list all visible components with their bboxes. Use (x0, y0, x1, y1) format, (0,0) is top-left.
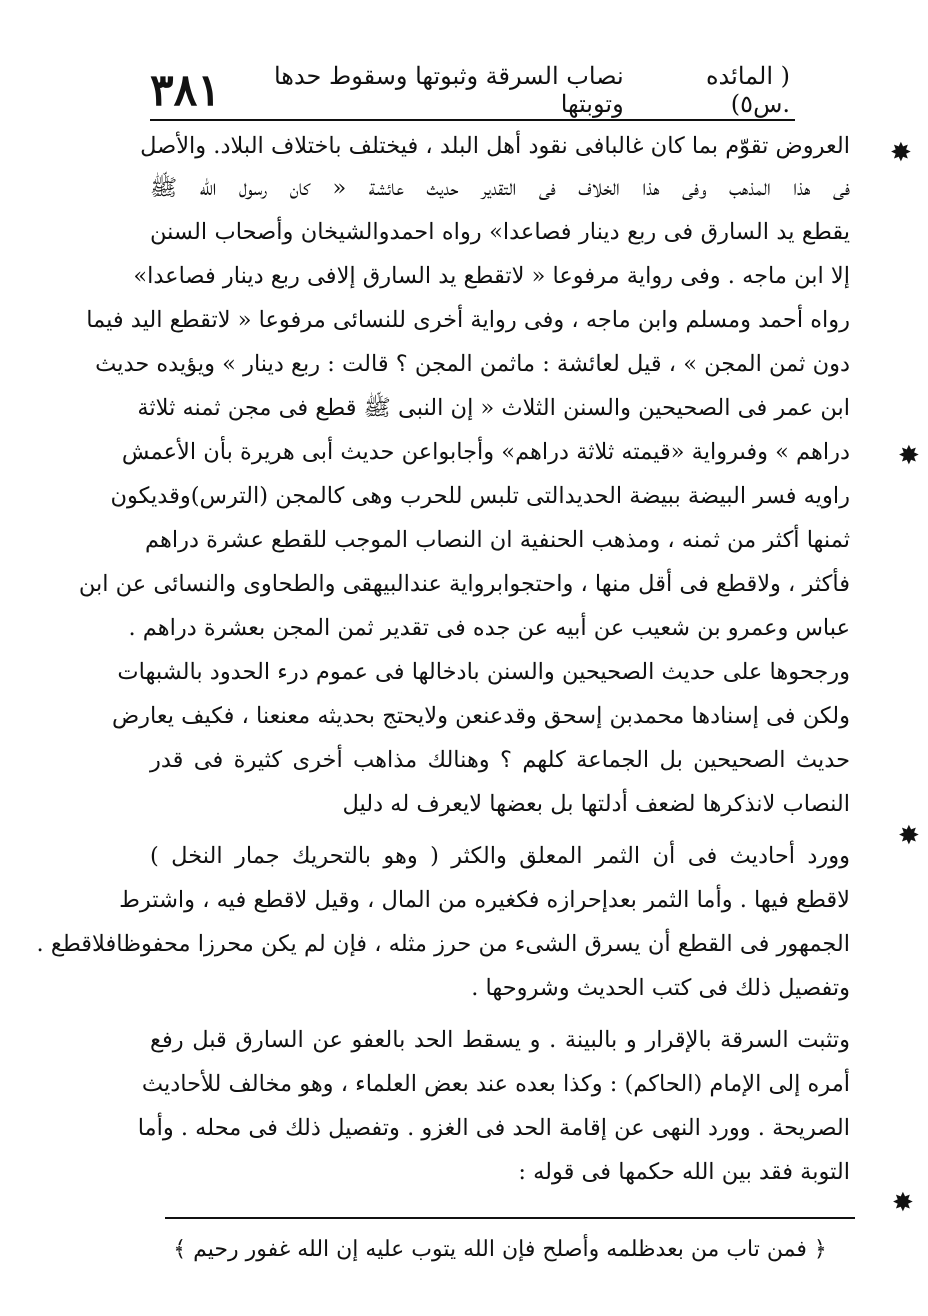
body-line: أمره إلى الإمام (الحاكم) : وكذا بعده عند بعض العلماء ، وهو مخالف للأحاديث (141, 1071, 850, 1097)
body-line: إلا ابن ماجه . وفى رواية مرفوعا « لاتقطع يد السارق إلافى ربع دينار فصاعدا» (133, 263, 850, 289)
margin-ornament-icon: ✸ (890, 138, 912, 168)
body-line: النصاب لانذكرها لضعف أدلتها بل بعضها لايعرف له دليل (342, 791, 850, 817)
body-line: عباس وعمرو بن شعيب عن أبيه عن جده فى تقدير ثمن المجن بعشرة دراهم . (128, 615, 850, 641)
body-line: ورجحوها على حديث الصحيحين والسنن بادخالها فى عموم درء الحدود بالشبهات (117, 659, 850, 685)
body-line: رواه أحمد ومسلم وابن ماجه ، وفى رواية أخرى للنسائى مرفوعا « لاتقطع اليد فيما (86, 307, 850, 333)
body-line: وتثبت السرقة بالإقرار و بالبينة . و يسقط الحد بالعفو عن السارق قبل رفع (150, 1027, 850, 1053)
running-title: نصاب السرقة وثبوتها وسقوط حدها وتوبتها (273, 62, 624, 118)
quran-footnote: ﴿ فمن تاب من بعدظلمه وأصلح فإن الله يتوب عليه إن الله غفور رحيم ﴾ (173, 1237, 827, 1262)
page-header (150, 62, 790, 118)
body-line: راويه فسر البيضة ببيضة الحديدالتى تلبس للحرب وهى كالمجن (الترس)وقديكون (110, 483, 850, 509)
body-line: ولكن فى إسنادها محمدبن إسحق وقدعنعن ولايحتج بحديثه معنعنا ، فكيف يعارض (111, 703, 850, 729)
margin-ornament-icon: ✸ (898, 441, 920, 471)
body-line: حديث الصحيحين بل الجماعة كلهم ؟ وهنالك مذاهب أخرى كثيرة فى قدر (150, 747, 850, 773)
footnote-divider (165, 1217, 855, 1219)
body-line: دراهم » وفىرواية «قيمته ثلاثة دراهم» وأجابواعن حديث أبى هريرة بأن الأعمش (121, 439, 850, 465)
body-line: ابن عمر فى الصحيحين والسنن الثلاث « إن النبى ﷺ قطع فى مجن ثمنه ثلاثة (137, 395, 850, 421)
margin-ornament-icon: ✸ (898, 821, 920, 851)
body-line: ثمنها أكثر من ثمنه ، ومذهب الحنفية ان النصاب الموجب للقطع عشرة دراهم (145, 527, 850, 553)
body-line: وتفصيل ذلك فى كتب الحديث وشروحها . (471, 975, 850, 1001)
body-line: الجمهور فى القطع أن يسرق الشىء من حرز مثله ، فإن لم يكن محرزا محفوظافلاقطع . (36, 931, 850, 957)
body-line: العروض تقوّم بما كان غالبافى نقود أهل البلد ، فيختلف باختلاف البلاد. والأصل (140, 133, 850, 159)
body-line: الصريحة . وورد النهى عن إقامة الحد فى الغزو . وتفصيل ذلك فى محله . وأما (137, 1115, 850, 1141)
margin-ornament-icon: ✸ (892, 1188, 914, 1218)
body-line: وورد أحاديث فى أن الثمر المعلق والكثر ( وهو بالتحريك جمار النخل ) (150, 843, 850, 869)
header-divider (150, 119, 795, 121)
body-line: فأكثر ، ولاقطع فى أقل منها ، واحتجوابرواية عندالبيهقى والطحاوى والنسائى عن ابن (78, 571, 850, 597)
sura-reference: ( المائده .س٥) (705, 62, 790, 118)
body-line: يقطع يد السارق فى ربع دينار فصاعدا» رواه احمدوالشيخان وأصحاب السنن (150, 219, 850, 245)
body-line: دون ثمن المجن » ، قيل لعائشة : ماثمن المجن ؟ قالت : ربع دينار » ويؤيده حديث (95, 351, 850, 377)
body-line: فى هذا المذهب وفى هذا الخلاف فى التقدير حديث عائشة « كان رسول الله ﷺ (150, 175, 850, 201)
page-number: ٣٨١ (150, 64, 221, 116)
body-line: لاقطع فيها . وأما الثمر بعدإحرازه فكغيره من المال ، وقيل لاقطع فيه ، واشترط (119, 887, 850, 913)
body-line: التوبة فقد بين الله حكمها فى قوله : (518, 1159, 850, 1185)
